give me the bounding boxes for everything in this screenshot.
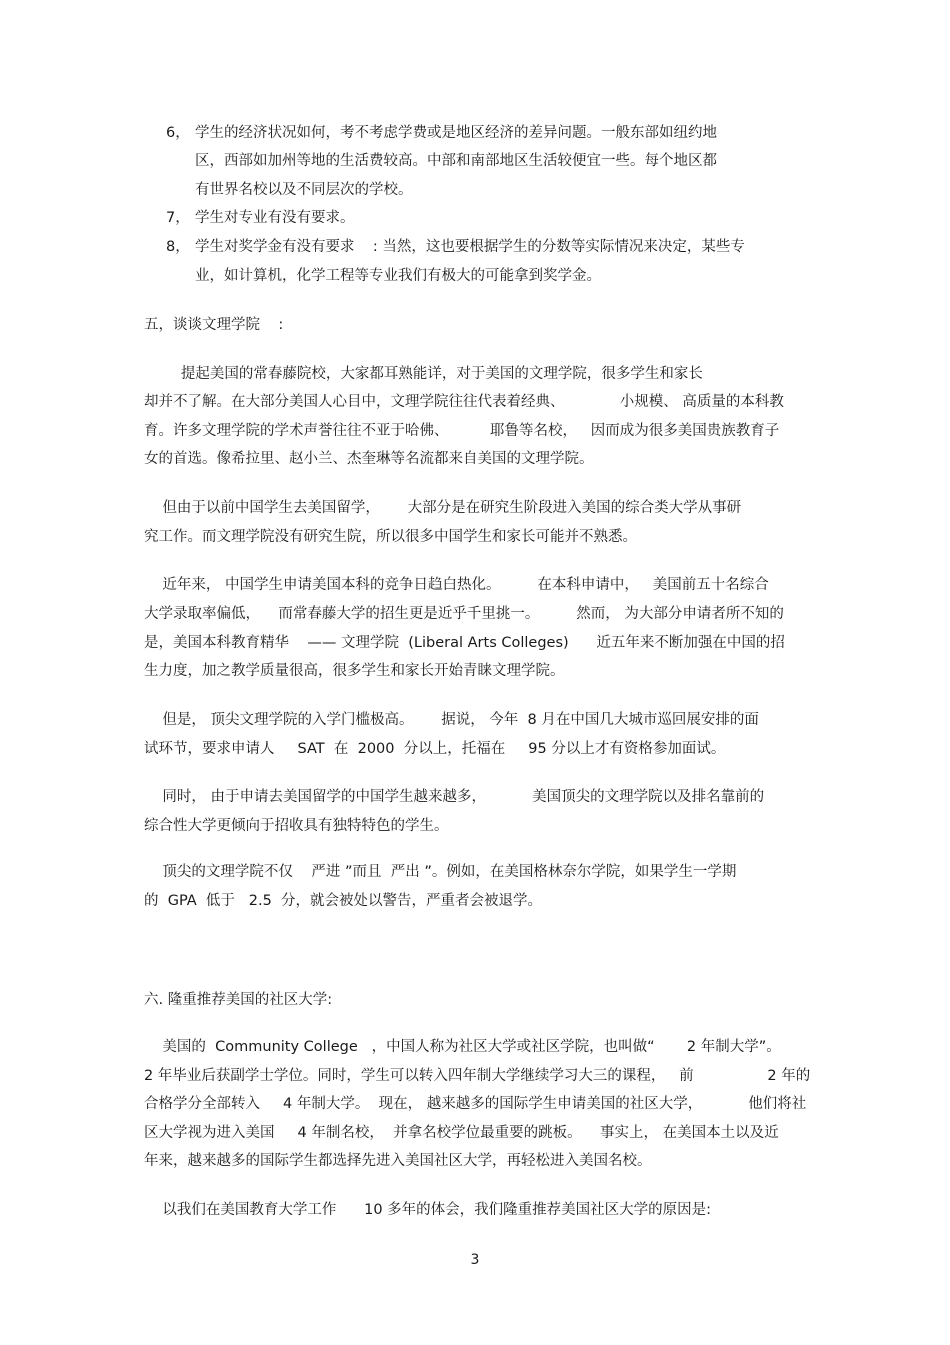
paragraph-line: 2 年毕业后获副学士学位。同时，学生可以转入四年制大学继续学习大三的课程， 前 2 年的 <box>144 1068 811 1084</box>
paragraph-line: 提起美国的常春藤院校，大家都耳熟能详，对于美国的文理学院，很多学生和家长 <box>144 366 703 382</box>
section-heading: 五，谈谈文理学院 : <box>144 317 284 333</box>
paragraph-line: 合格学分全部转入 4 年制大学。 现在， 越来越多的国际学生申请美国的社区大学， 他们将社 <box>144 1096 807 1112</box>
page-number: 3 <box>470 1252 480 1268</box>
paragraph-line: 近年来， 中国学生申请美国本科的竞争日趋白热化。 在本科申请中， 美国前五十名综合 <box>144 577 769 593</box>
list-item-number: 7， <box>166 210 190 226</box>
paragraph-line: 以我们在美国教育大学工作 10 多年的体会，我们隆重推荐美国社区大学的原因是: <box>144 1202 712 1218</box>
list-item-text: 学生的经济状况如何，考不考虑学费或是地区经济的差异问题。一般东部如纽约地 <box>195 125 717 141</box>
paragraph-line: 但是， 顶尖文理学院的入学门槛极高。 据说， 今年 8 月在中国几大城市巡回展安排的面 <box>144 712 759 728</box>
list-item-text: 区，西部如加州等地的生活费较高。中部和南部地区生活较便宜一些。每个地区都 <box>195 153 717 169</box>
paragraph-line: 究工作。而文理学院没有研究生院，所以很多中国学生和家长可能并不熟悉。 <box>144 529 637 545</box>
paragraph-line: 育。许多文理学院的学术声誉往往不亚于哈佛、 耶鲁等名校， 因而成为很多美国贵族教育子 <box>144 423 780 439</box>
paragraph-line: 年来，越来越多的国际学生都选择先进入美国社区大学，再轻松进入美国名校。 <box>144 1153 652 1169</box>
list-item-text: 业，如计算机，化学工程等专业我们有极大的可能拿到奖学金。 <box>195 268 601 284</box>
list-item-text: 有世界名校以及不同层次的学校。 <box>195 182 413 198</box>
paragraph-line: 试环节，要求申请人 SAT 在 2000 分以上，托福在 95 分以上才有资格参加面试。 <box>144 741 726 757</box>
paragraph-line: 女的首选。像希拉里、赵小兰、杰奎琳等名流都来自美国的文理学院。 <box>144 451 594 467</box>
paragraph-line: 的 GPA 低于 2.5 分，就会被处以警告，严重者会被退学。 <box>144 893 543 909</box>
list-item-number: 8， <box>166 239 190 255</box>
paragraph-line: 但由于以前中国学生去美国留学， 大部分是在研究生阶段进入美国的综合类大学从事研 <box>144 500 742 516</box>
list-item-text: 学生对奖学金有没有要求 : 当然，这也要根据学生的分数等实际情况来决定，某些专 <box>195 239 745 255</box>
paragraph-line: 区大学视为进入美国 4 年制名校， 并拿名校学位最重要的跳板。 事实上， 在美国本土以及近 <box>144 1125 779 1141</box>
paragraph-line: 顶尖的文理学院不仅 严进 ”而且 严出 ”。例如，在美国格林奈尔学院，如果学生一学期 <box>144 864 737 880</box>
paragraph-line: 同时， 由于申请去美国留学的中国学生越来越多， 美国顶尖的文理学院以及排名靠前的 <box>144 789 765 805</box>
paragraph-line: 大学录取率偏低， 而常春藤大学的招生更是近乎千里挑一。 然而， 为大部分申请者所不知的 <box>144 606 784 622</box>
section-heading: 六. 隆重推荐美国的社区大学: <box>144 992 333 1008</box>
list-item-number: 6， <box>166 125 190 141</box>
paragraph-line: 生力度，加之教学质量很高，很多学生和家长开始青睐文理学院。 <box>144 663 565 679</box>
paragraph-line: 是，美国本科教育精华 —— 文理学院 (Liberal Arts Colleges) 近五年来不断加强在中国的招 <box>144 635 785 651</box>
list-item-text: 学生对专业有没有要求。 <box>195 210 355 226</box>
paragraph-line: 综合性大学更倾向于招收具有独特特色的学生。 <box>144 818 449 834</box>
paragraph-line: 却并不了解。在大部分美国人心目中，文理学院往往代表着经典、 小规模、 高质量的本科教 <box>144 394 784 410</box>
paragraph-line: 美国的 Community College ，中国人称为社区大学或社区学院，也叫做“ 2 年制大学”。 <box>144 1039 781 1055</box>
